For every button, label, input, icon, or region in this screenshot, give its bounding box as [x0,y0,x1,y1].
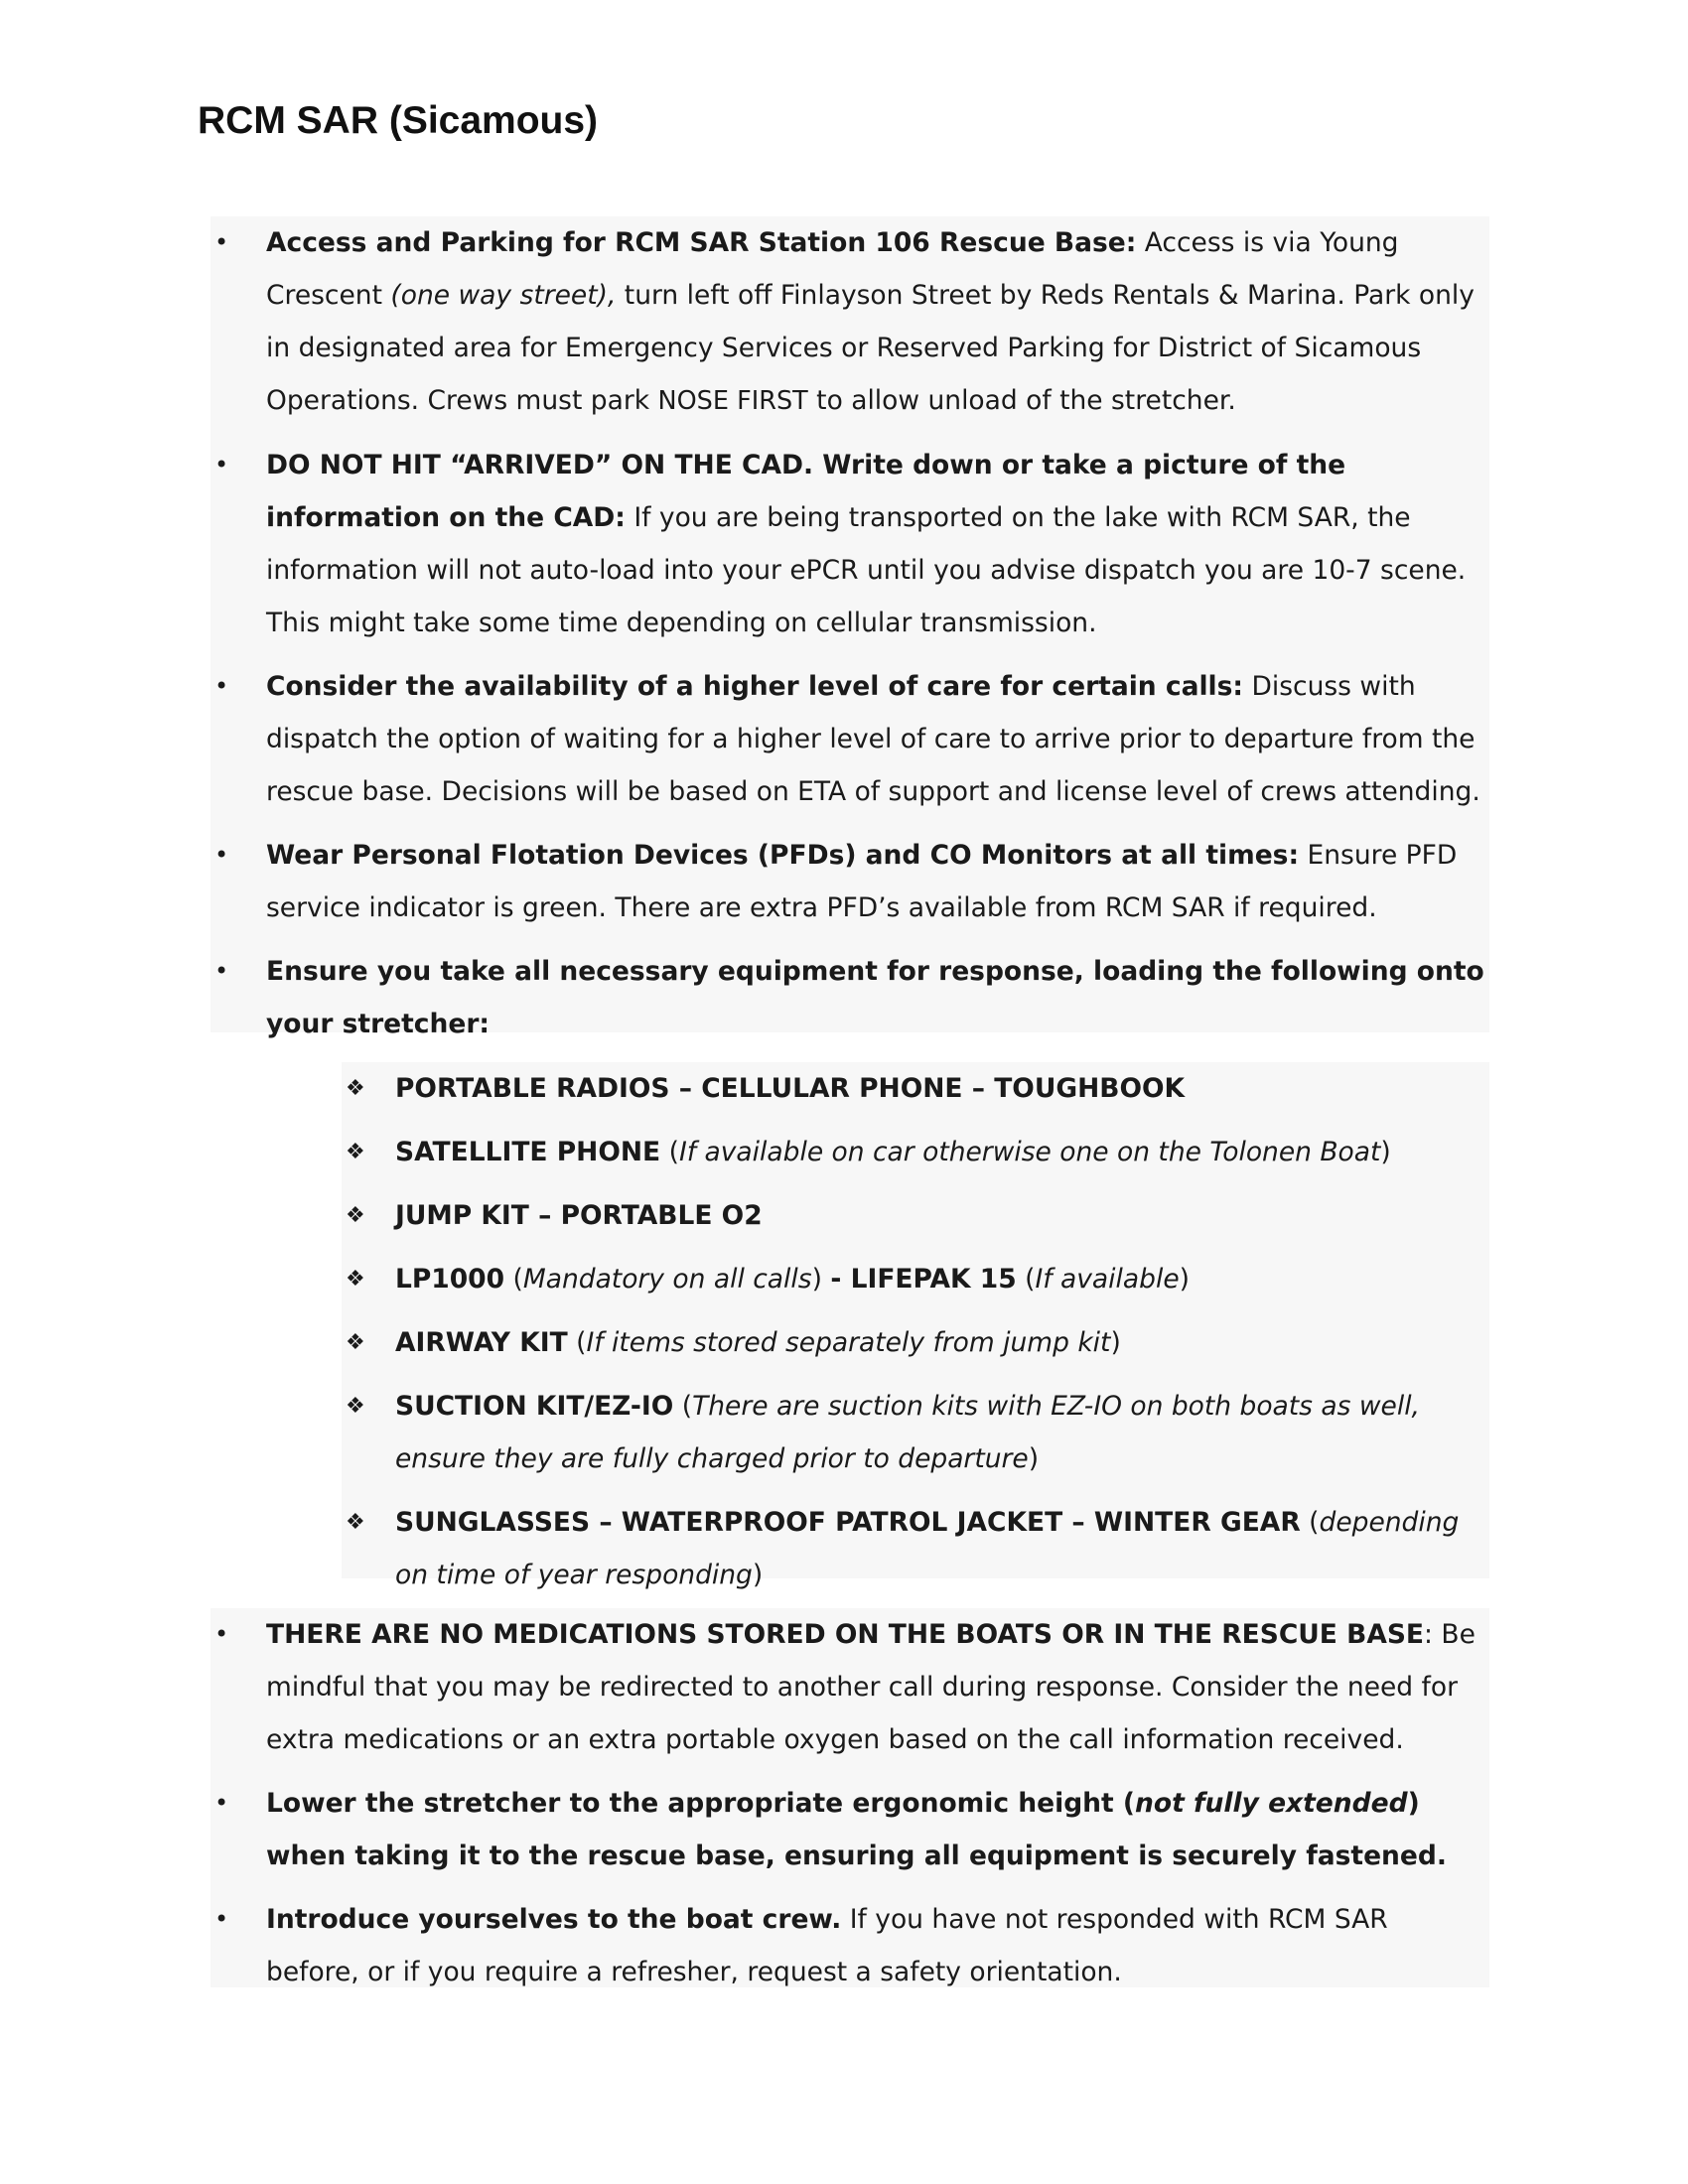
equipment-name: SUNGLASSES – WATERPROOF PATROL JACKET – WINTER GEAR [395,1507,1301,1538]
instructions-block-1 [211,216,1489,1039]
equipment-item-airway: ❖ AIRWAY KIT (If items stored separately from jump kit) [342,1316,1489,1369]
bullet-icon: • [214,1905,229,1933]
item-text: Discuss with dispatch the option of waiting for a higher level of care to arrive prior to departure from the rescue base. Decisions will be based on ETA of support and license level of crews attending. [266,671,1480,807]
item-heading: Ensure you take all necessary equipment for response, loading the following onto your stretcher: [266,956,1484,1039]
diamond-bullet-icon: ❖ [346,1076,365,1101]
list-item-equipment [211,945,1489,1050]
item-heading: Introduce yourselves to the boat crew. [266,1904,842,1935]
equipment-name: LIFEPAK 15 [850,1264,1017,1295]
item-text: Access is via Young Crescent [266,227,1399,311]
bullet-icon: • [214,841,229,869]
equipment-name: SATELLITE PHONE [395,1137,661,1167]
item-heading: THERE ARE NO MEDICATIONS STORED ON THE BOATS OR IN THE RESCUE BASE [266,1619,1425,1650]
bullet-list-1 [211,216,1489,1050]
instructions-block-2 [211,1608,1489,1987]
item-heading: Lower the stretcher to the appropriate ergonomic height ( [266,1788,1136,1819]
equipment-item-radios [342,1062,1489,1115]
equipment-name: PORTABLE RADIOS – CELLULAR PHONE – TOUGHBOOK [395,1073,1186,1104]
item-text: : Be mindful that you may be redirected to another call during response. Consider the need for extra medications or an extra portable oxygen based on the call information received. [266,1619,1476,1755]
item-text: to allow unload of the stretcher. [807,385,1236,416]
equipment-note: Mandatory on all calls [522,1264,812,1295]
list-item-introduce [211,1893,1489,1998]
item-italic: (one way street), [390,280,617,311]
equipment-note: If available on car otherwise one on the Tolonen Boat [678,1137,1381,1167]
item-bold-italic: not fully extended [1135,1788,1408,1819]
diamond-bullet-icon: ❖ [346,1394,365,1419]
equipment-item-suction: ❖ SUCTION KIT/EZ-IO (There are suction kits with EZ-IO on both boats as well, ensure they are fully charged prior to departure) [342,1380,1489,1485]
bullet-icon: • [214,228,229,256]
item-text: If you have not responded with RCM SAR before, or if you require a refresher, request a safety orientation. [266,1904,1388,1987]
list-item-pfd [211,829,1489,934]
bullet-icon: • [214,672,229,700]
bullet-icon: • [214,1789,229,1817]
equipment-item-lp1000: ❖ LP1000 (Mandatory on all calls) - LIFEPAK 15 (If available) [342,1253,1489,1305]
equipment-item-jump-kit [342,1189,1489,1242]
equipment-block [342,1062,1489,1590]
equipment-name: AIRWAY KIT [395,1327,568,1358]
item-text: turn left off Finlayson Street by Reds Rentals & Marina. Park only in designated area for Emergency Services or Reserved Parking for District of Sicamous Operations. Crews must park [266,280,1475,416]
item-heading: ) when taking it to the rescue base, ensuring all equipment is securely fastened. [266,1788,1447,1871]
diamond-bullet-icon: ❖ [346,1267,365,1292]
item-heading: DO NOT HIT “ARRIVED” ON THE CAD. Write down or take a picture of the information on the CAD: [266,450,1346,533]
equipment-name: LP1000 [395,1264,505,1295]
equipment-note: depending on time of year responding [395,1507,1460,1590]
equipment-note: There are suction kits with EZ-IO on both boats as well, ensure they are fully charged prior to departure [395,1391,1420,1474]
bullet-icon: • [214,1620,229,1648]
list-item-access-parking [211,216,1489,428]
list-item-higher-care [211,660,1489,818]
list-item-medications [211,1608,1489,1766]
equipment-item-sunglasses: ❖ SUNGLASSES – WATERPROOF PATROL JACKET – WINTER GEAR (depending on time of year responding) [342,1496,1489,1601]
equipment-note: If items stored separately from jump kit [586,1327,1111,1358]
equipment-name: JUMP KIT – PORTABLE O2 [395,1200,763,1231]
diamond-bullet-icon: ❖ [346,1203,365,1228]
equipment-item-satellite: ❖ SATELLITE PHONE (If available on car otherwise one on the Tolonen Boat) [342,1126,1489,1178]
list-item-stretcher [211,1777,1489,1882]
list-item-cad [211,439,1489,649]
page-title: RCM SAR (Sicamous) [198,99,599,142]
equipment-note: If available [1035,1264,1180,1295]
diamond-bullet-icon: ❖ [346,1330,365,1355]
item-emphasis: NOSE FIRST [657,386,808,416]
diamond-bullet-icon: ❖ [346,1140,365,1164]
equipment-name: SUCTION KIT/EZ-IO [395,1391,674,1422]
item-heading: Access and Parking for RCM SAR Station 106 Rescue Base: [266,227,1137,258]
bullet-icon: • [214,957,229,985]
item-heading: Consider the availability of a higher level of care for certain calls: [266,671,1244,702]
item-text: If you are being transported on the lake with RCM SAR, the information will not auto-load into your ePCR until you advise dispatch you are 10-7 scene. This might take some time depending on cellular transmission. [266,502,1467,638]
equipment-list [342,1062,1489,1601]
bullet-list-2 [211,1608,1489,1998]
bullet-icon: • [214,451,229,478]
item-text: Ensure PFD service indicator is green. There are extra PFD’s available from RCM SAR if required. [266,840,1458,923]
diamond-bullet-icon: ❖ [346,1510,365,1535]
item-heading: Wear Personal Flotation Devices (PFDs) and CO Monitors at all times: [266,840,1300,871]
